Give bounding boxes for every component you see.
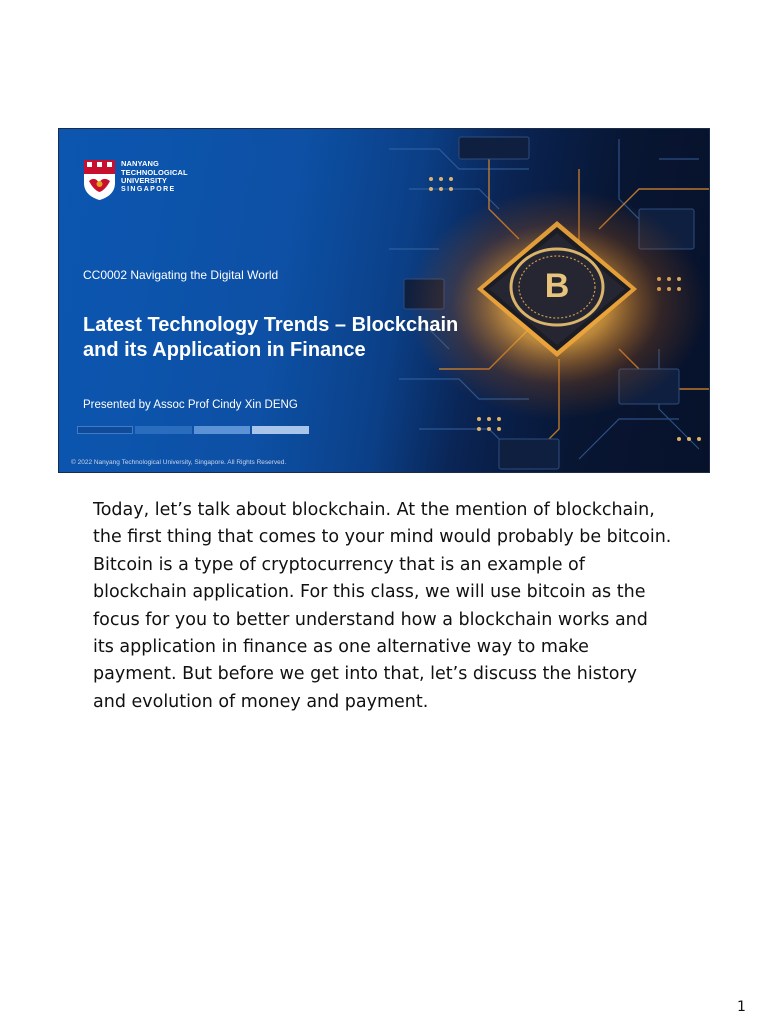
bar-2	[135, 426, 192, 434]
bar-1	[77, 426, 133, 434]
presenter-line: Presented by Assoc Prof Cindy Xin DENG	[83, 399, 298, 411]
logo-line-4: SINGAPORE	[121, 185, 176, 193]
bar-4	[252, 426, 309, 434]
copyright-notice: © 2022 Nanyang Technological University, Singapore. All Rights Reserved.	[71, 459, 287, 466]
ntu-crest-icon	[83, 159, 116, 201]
title-slide	[58, 128, 710, 473]
speaker-notes	[93, 497, 673, 716]
logo-line-3: UNIVERSITY	[121, 176, 168, 185]
slide-title: Latest Technology Trends – Blockchain and its Application in Finance	[83, 314, 459, 361]
logo-line-2: TECHNOLOGICAL	[121, 167, 188, 177]
page-number: 1	[737, 999, 746, 1015]
notes-paragraph: Today, let’s talk about blockchain. At the mention of blockchain, the first thing that comes to your mind would probably be bitcoin. Bitcoin is a type of cryptocurrency that is an example of blockchain application. For this class, we will use bitcoin as the focus for you to better understand how a blockchain works and its application in finance as one alternative way to make payment. But before we get into that, let’s discuss the history and evolution of money and payment.	[93, 500, 672, 712]
bar-3	[194, 426, 250, 434]
course-label: CC0002 Navigating the Digital World	[83, 268, 279, 282]
bitcoin-symbol: B	[544, 267, 570, 305]
logo-line-1: NANYANG	[121, 159, 159, 168]
ntu-logo	[83, 159, 243, 203]
